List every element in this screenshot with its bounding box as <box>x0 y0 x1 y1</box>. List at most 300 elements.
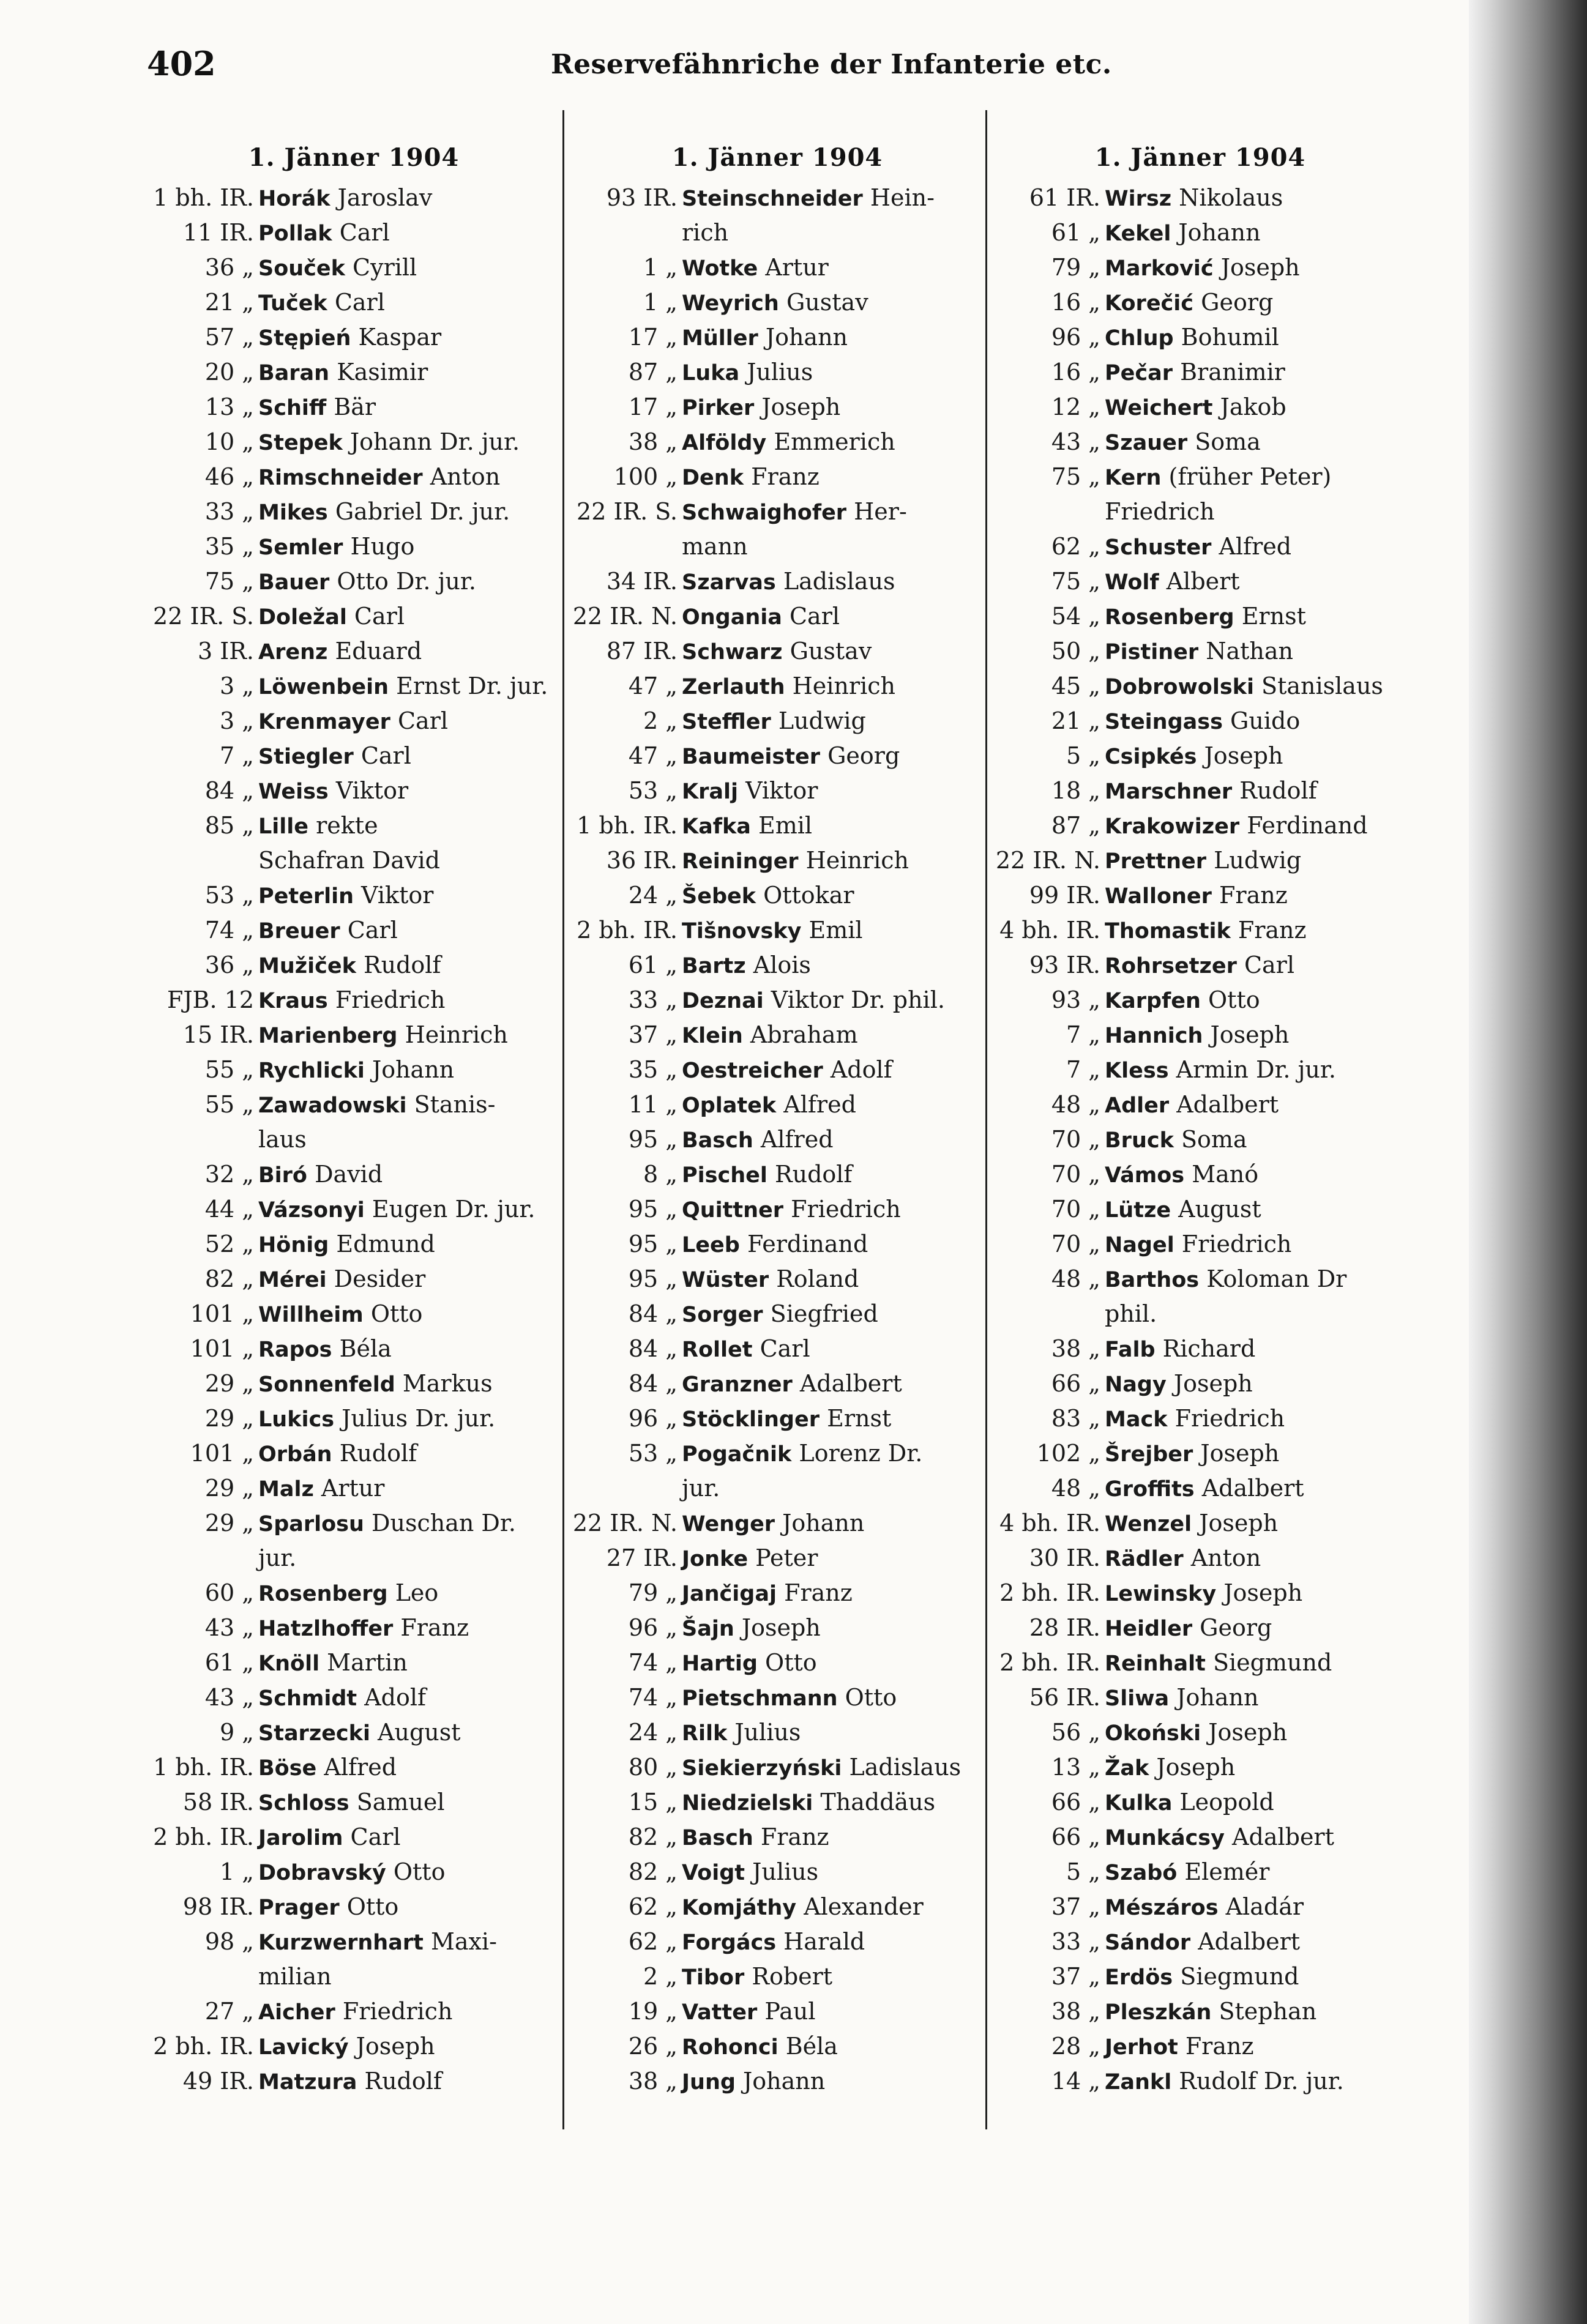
surname: Ongania <box>682 605 782 630</box>
list-item <box>147 1366 561 1401</box>
surname: Rimschneider <box>258 466 423 490</box>
surname: Prager <box>258 1896 340 1920</box>
person-name <box>258 181 561 215</box>
list-item <box>993 1820 1407 1855</box>
surname: Pleszkán <box>1105 2000 1212 2025</box>
given-name: Leopold <box>1179 1789 1274 1816</box>
surname: Sorger <box>682 1303 763 1327</box>
given-name: Joseph <box>1204 742 1283 769</box>
given-name: Franz <box>1219 882 1288 909</box>
given-name: Joseph <box>1223 1579 1303 1606</box>
given-name: Franz <box>784 1579 853 1606</box>
list-item <box>570 1401 984 1436</box>
list-item <box>147 983 561 1018</box>
list-item <box>147 704 561 739</box>
list-item <box>993 1052 1407 1087</box>
regiment-number: 11 IR. <box>182 219 254 246</box>
given-name: Friedrich <box>1181 1231 1292 1257</box>
list-item <box>147 1262 561 1297</box>
person-name <box>1105 634 1407 669</box>
list-item <box>147 1227 561 1262</box>
given-name: Franz <box>400 1614 469 1641</box>
list-item <box>570 1506 984 1541</box>
person-name <box>258 1750 561 1785</box>
regiment-number: 2 bh. IR. <box>999 1579 1100 1606</box>
list-item <box>570 878 984 913</box>
list-item <box>570 1262 984 1297</box>
list-item <box>147 1611 561 1645</box>
list-item <box>993 1192 1407 1227</box>
person-name <box>682 460 984 494</box>
surname: Pogačnik <box>682 1442 792 1467</box>
list-item <box>993 634 1407 669</box>
person-name <box>1105 1541 1407 1576</box>
surname: Korečić <box>1105 291 1194 316</box>
given-name: Otto <box>370 1300 423 1327</box>
person-name <box>682 181 984 215</box>
list-item <box>570 1715 984 1750</box>
list-item <box>570 773 984 808</box>
list-item <box>147 1122 561 1157</box>
given-name: Heinrich <box>805 847 909 874</box>
regiment-number: 27 „ <box>204 1998 254 2025</box>
regiment-number: 54 „ <box>1051 603 1100 630</box>
surname: Sliwa <box>1105 1686 1170 1711</box>
regiment-number: 87 „ <box>628 359 678 385</box>
surname: Deznai <box>682 989 764 1013</box>
list-item <box>147 1541 561 1576</box>
regiment-number: 4 bh. IR. <box>999 1510 1100 1536</box>
surname: Marschner <box>1105 780 1233 804</box>
given-name: Franz <box>751 463 820 490</box>
regiment-number: 43 „ <box>1051 428 1100 455</box>
list-item <box>993 1262 1407 1297</box>
surname: Mikes <box>258 501 328 525</box>
regiment-number: 22 IR. N. <box>572 603 678 630</box>
list-item <box>147 878 561 913</box>
surname: Dobravský <box>258 1861 386 1885</box>
person-name <box>682 599 984 634</box>
regiment-number: 61 „ <box>628 952 678 978</box>
person-name <box>258 878 561 913</box>
given-name: phil. <box>1105 1300 1157 1327</box>
person-name <box>258 1262 561 1297</box>
list-item <box>570 181 984 215</box>
surname: Stepek <box>258 431 343 455</box>
surname: Mérei <box>258 1268 327 1292</box>
regiment-number: 98 „ <box>204 1928 254 1955</box>
person-name <box>682 773 984 808</box>
regiment-number: 7 „ <box>220 742 254 769</box>
list-item <box>570 1820 984 1855</box>
given-name: Viktor <box>361 882 434 909</box>
given-name: Martin <box>327 1649 408 1676</box>
given-name: Joseph <box>741 1614 821 1641</box>
regiment-number: 3 „ <box>220 672 254 699</box>
person-name <box>682 669 984 704</box>
list-item <box>570 983 984 1018</box>
regiment-number: 34 IR. <box>606 568 678 595</box>
person-name <box>1105 1785 1407 1820</box>
list-item <box>993 425 1407 460</box>
surname: Niedzielski <box>682 1791 813 1816</box>
regiment-number: 93 IR. <box>606 184 678 211</box>
list-item <box>993 1959 1407 1994</box>
person-name <box>682 1890 984 1924</box>
surname: Zankl <box>1105 2070 1172 2095</box>
list-item <box>147 460 561 494</box>
given-name: Rudolf <box>364 2068 442 2095</box>
regiment-number: 83 „ <box>1051 1405 1100 1432</box>
list-item <box>147 1471 561 1506</box>
given-name: Carl <box>354 603 405 630</box>
list-item <box>993 599 1407 634</box>
given-name: Elemér <box>1184 1858 1270 1885</box>
given-name: Johann Dr. jur. <box>349 428 520 455</box>
list-item <box>993 1087 1407 1122</box>
person-name <box>258 2029 561 2064</box>
surname: Okoński <box>1105 1721 1201 1746</box>
given-name: Franz <box>760 1823 829 1850</box>
person-name <box>258 599 561 634</box>
given-name: Franz <box>1185 2033 1254 2060</box>
list-item <box>570 1645 984 1680</box>
regiment-number: 2 bh. IR. <box>153 1823 254 1850</box>
regiment-number: 48 „ <box>1051 1091 1100 1118</box>
regiment-number: 12 „ <box>1051 393 1100 420</box>
regiment-number: 79 „ <box>1051 254 1100 281</box>
entry-list <box>147 181 561 2099</box>
surname: Zawadowski <box>258 1093 407 1118</box>
given-name: Artur <box>321 1475 385 1502</box>
person-name <box>258 320 561 355</box>
list-item <box>147 2064 561 2099</box>
regiment-number: 84 „ <box>628 1335 678 1362</box>
surname: Hatzlhoffer <box>258 1617 394 1641</box>
list-item <box>993 1366 1407 1401</box>
given-name: Armin Dr. jur. <box>1176 1056 1336 1083</box>
person-name <box>682 1331 984 1366</box>
person-name <box>258 1436 561 1471</box>
regiment-number: 95 „ <box>628 1196 678 1223</box>
given-name: Joseph <box>356 2033 435 2060</box>
surname: Reinhalt <box>1105 1652 1206 1676</box>
list-item <box>147 1436 561 1471</box>
person-name <box>682 843 984 878</box>
person-name <box>1105 773 1407 808</box>
regiment-number: 10 „ <box>204 428 254 455</box>
regiment-number: 61 IR. <box>1029 184 1100 211</box>
given-name: Rudolf <box>774 1161 853 1188</box>
given-name: Anton <box>430 463 501 490</box>
list-item <box>147 1401 561 1436</box>
given-name: Aladár <box>1225 1893 1304 1920</box>
person-name <box>258 983 561 1018</box>
surname: Stępień <box>258 326 351 351</box>
regiment-number: 48 „ <box>1051 1475 1100 1502</box>
surname: Pečar <box>1105 361 1173 385</box>
person-name <box>682 1750 984 1785</box>
list-item <box>570 2029 984 2064</box>
list-item <box>147 634 561 669</box>
regiment-number: 47 „ <box>628 742 678 769</box>
entry-list <box>993 181 1407 2099</box>
regiment-number: 28 „ <box>1051 2033 1100 2060</box>
column-heading: 1. Jänner 1904 <box>248 143 460 172</box>
given-name: Edmund <box>336 1231 435 1257</box>
given-name: mann <box>682 533 748 560</box>
list-item <box>147 1087 561 1122</box>
surname: Lavický <box>258 2035 349 2060</box>
surname: Stöcklinger <box>682 1407 820 1432</box>
given-name: Markus <box>402 1370 493 1397</box>
list-item <box>993 494 1407 529</box>
list-item <box>147 1192 561 1227</box>
person-name <box>1105 529 1407 564</box>
person-name <box>258 1645 561 1680</box>
list-item <box>570 285 984 320</box>
regiment-number: 57 „ <box>204 324 254 351</box>
regiment-number: 55 „ <box>204 1056 254 1083</box>
surname: Schuster <box>1105 535 1212 560</box>
given-name: Stanislaus <box>1261 672 1383 699</box>
surname: Jerhot <box>1105 2035 1178 2060</box>
regiment-number: 38 „ <box>628 2068 678 2095</box>
person-name <box>682 1576 984 1611</box>
person-name <box>1105 878 1407 913</box>
person-name <box>1105 1401 1407 1436</box>
given-name: jur. <box>682 1475 720 1502</box>
regiment-number: 18 „ <box>1051 777 1100 804</box>
surname: Mack <box>1105 1407 1168 1432</box>
person-name <box>682 1924 984 1959</box>
list-item <box>570 1331 984 1366</box>
surname: Weiss <box>258 780 329 804</box>
given-name: Joseph <box>1199 1510 1279 1536</box>
regiment-number: 52 „ <box>204 1231 254 1257</box>
given-name: Otto <box>393 1858 446 1885</box>
surname: Adler <box>1105 1093 1170 1118</box>
surname: Hönig <box>258 1233 329 1257</box>
list-item <box>147 250 561 285</box>
column-1 <box>147 135 561 2111</box>
surname: Tuček <box>258 291 327 316</box>
surname: Šajn <box>682 1617 734 1641</box>
regiment-number: 58 IR. <box>182 1789 254 1816</box>
list-item <box>993 1645 1407 1680</box>
person-name <box>682 425 984 460</box>
given-name: Ottokar <box>763 882 854 909</box>
regiment-number: 70 „ <box>1051 1161 1100 1188</box>
surname: Knöll <box>258 1652 320 1676</box>
list-item <box>147 843 561 878</box>
surname: Marienberg <box>258 1024 398 1048</box>
surname: Bauer <box>258 570 330 595</box>
given-name: Eugen Dr. jur. <box>372 1196 536 1223</box>
given-name: August <box>1178 1196 1261 1223</box>
person-name <box>258 739 561 773</box>
given-name: rekte <box>316 812 378 839</box>
given-name: Hein- <box>870 184 935 211</box>
regiment-number: 56 „ <box>1051 1719 1100 1746</box>
person-name <box>682 390 984 425</box>
list-item <box>570 1994 984 2029</box>
regiment-number: 29 „ <box>204 1510 254 1536</box>
list-item <box>993 2029 1407 2064</box>
list-item <box>570 1192 984 1227</box>
surname: Nagy <box>1105 1372 1167 1397</box>
person-name <box>1105 2064 1407 2099</box>
regiment-number: 62 „ <box>628 1928 678 1955</box>
given-name: milian <box>258 1963 332 1990</box>
surname: Mužiček <box>258 954 356 978</box>
given-name: Rudolf <box>339 1440 417 1467</box>
given-name: Julius <box>752 1858 819 1885</box>
surname: Semler <box>258 535 343 560</box>
surname: Bartz <box>682 954 746 978</box>
regiment-number: 96 „ <box>1051 324 1100 351</box>
surname: Orbán <box>258 1442 332 1467</box>
given-name: Ferdinand <box>1247 812 1368 839</box>
person-name <box>682 1855 984 1890</box>
person-name <box>1105 285 1407 320</box>
person-name <box>1105 494 1407 529</box>
list-item <box>570 1750 984 1785</box>
given-name: Carl <box>789 603 840 630</box>
surname: Falb <box>1105 1338 1156 1362</box>
person-name <box>258 1680 561 1715</box>
surname: Rädler <box>1105 1547 1184 1571</box>
person-name <box>682 1680 984 1715</box>
given-name: Georg <box>827 742 900 769</box>
list-item <box>147 1297 561 1331</box>
person-name <box>682 1541 984 1576</box>
list-item <box>147 494 561 529</box>
given-name: Nathan <box>1206 638 1293 665</box>
running-head: Reservefähnriche der Infanterie etc. <box>551 49 1112 80</box>
given-name: Otto <box>346 1893 399 1920</box>
given-name: Johann <box>743 2068 826 2095</box>
regiment-number: 84 „ <box>628 1300 678 1327</box>
given-name: Peter <box>755 1544 818 1571</box>
person-name <box>1105 1297 1407 1331</box>
surname: Matzura <box>258 2070 357 2095</box>
given-name: Jakob <box>1220 393 1286 420</box>
given-name: Adalbert <box>1201 1475 1304 1502</box>
given-name: Alexander <box>804 1893 924 1920</box>
list-item <box>570 494 984 529</box>
surname: Dobrowolski <box>1105 675 1254 699</box>
person-name <box>258 1855 561 1890</box>
regiment-number: 14 „ <box>1051 2068 1100 2095</box>
person-name <box>682 1122 984 1157</box>
given-name: Gustav <box>786 289 868 316</box>
given-name: Joseph <box>1210 1021 1290 1048</box>
list-item <box>993 1680 1407 1715</box>
person-name <box>1105 355 1407 390</box>
surname: Groffits <box>1105 1477 1195 1502</box>
surname: Hannich <box>1105 1024 1203 1048</box>
person-name <box>1105 1192 1407 1227</box>
regiment-number: 11 „ <box>628 1091 678 1118</box>
person-name <box>1105 1576 1407 1611</box>
surname: Hartig <box>682 1652 758 1676</box>
person-name <box>682 1192 984 1227</box>
given-name: Alfred <box>783 1091 856 1118</box>
person-name <box>682 739 984 773</box>
person-name <box>1105 1122 1407 1157</box>
person-name <box>258 843 561 878</box>
list-item <box>147 739 561 773</box>
person-name <box>1105 1890 1407 1924</box>
column-heading: 1. Jänner 1904 <box>671 143 883 172</box>
surname: Šebek <box>682 884 756 909</box>
person-name <box>1105 1052 1407 1087</box>
list-item <box>147 1820 561 1855</box>
regiment-number: 98 IR. <box>182 1893 254 1920</box>
surname: Vámos <box>1105 1163 1185 1188</box>
person-name <box>682 1959 984 1994</box>
given-name: Emil <box>808 917 863 944</box>
list-item <box>993 878 1407 913</box>
surname: Pischel <box>682 1163 767 1188</box>
surname: Böse <box>258 1756 317 1781</box>
person-name <box>1105 320 1407 355</box>
regiment-number: 100 „ <box>613 463 678 490</box>
list-item <box>993 739 1407 773</box>
list-item <box>147 529 561 564</box>
surname: Jarolim <box>258 1826 343 1850</box>
regiment-number: 38 „ <box>628 428 678 455</box>
surname: Basch <box>682 1826 753 1850</box>
list-item <box>147 1680 561 1715</box>
regiment-number: 99 IR. <box>1029 882 1100 909</box>
surname: Chlup <box>1105 326 1174 351</box>
regiment-number: 56 IR. <box>1029 1684 1100 1711</box>
surname: Wirsz <box>1105 187 1172 211</box>
list-item <box>570 1018 984 1052</box>
regiment-number: 3 IR. <box>198 638 254 665</box>
regiment-number: 96 „ <box>628 1614 678 1641</box>
surname: Klein <box>682 1024 743 1048</box>
surname: Lille <box>258 814 309 839</box>
surname: Baumeister <box>682 745 820 769</box>
list-item <box>993 1750 1407 1785</box>
regiment-number: 87 IR. <box>606 638 678 665</box>
list-item <box>993 1611 1407 1645</box>
regiment-number: 66 „ <box>1051 1789 1100 1816</box>
surname: Malz <box>258 1477 314 1502</box>
regiment-number: 62 „ <box>1051 533 1100 560</box>
given-name: Ladislaus <box>783 568 895 595</box>
person-name <box>682 1785 984 1820</box>
surname: Müller <box>682 326 758 351</box>
person-name <box>1105 599 1407 634</box>
surname: Munkácsy <box>1105 1826 1225 1850</box>
person-name <box>682 1994 984 2029</box>
given-name: Adalbert <box>1176 1091 1279 1118</box>
surname: Pietschmann <box>682 1686 838 1711</box>
surname: Walloner <box>1105 884 1212 909</box>
given-name: Friedrich <box>1174 1405 1285 1432</box>
surname: Rohrsetzer <box>1105 954 1237 978</box>
list-item <box>570 1157 984 1192</box>
given-name: Siegfried <box>770 1300 878 1327</box>
regiment-number: 33 „ <box>628 986 678 1013</box>
list-item <box>147 2029 561 2064</box>
surname: Arenz <box>258 640 328 665</box>
person-name <box>1105 1855 1407 1890</box>
